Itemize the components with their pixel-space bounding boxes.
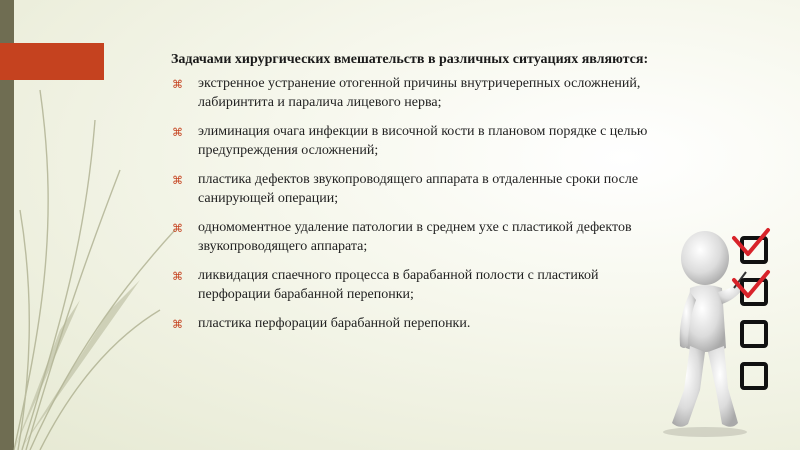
slide-heading: Задачами хирургических вмешательств в различных ситуациях являются: — [171, 52, 649, 67]
list-item-text: элиминация очага инфекции в височной кости в плановом порядке с целью предупреждения осложнений; — [198, 124, 648, 158]
checkbox-3 — [742, 322, 766, 346]
bullet-icon: ⌘ — [172, 78, 183, 91]
bullet-icon: ⌘ — [172, 174, 183, 187]
list-item — [171, 122, 661, 160]
bullet-icon: ⌘ — [172, 270, 183, 283]
list-item-text: пластика дефектов звукопроводящего аппарата в отдаленные сроки после санирующей операции; — [198, 172, 639, 206]
title-accent-tab — [0, 43, 104, 80]
list-item — [171, 218, 661, 256]
list-item-text: экстренное устранение отогенной причины внутричерепных осложнений, лабиринтита и паралича лицевого нерва; — [198, 76, 641, 110]
list-item — [171, 266, 661, 304]
slide-content — [171, 50, 661, 343]
bullet-icon: ⌘ — [172, 126, 183, 139]
list-item-text: пластика перфорации барабанной перепонки. — [198, 316, 471, 331]
checkmark-1-icon — [734, 230, 768, 254]
list-item — [171, 170, 661, 208]
list-item — [171, 314, 661, 333]
list-item — [171, 74, 661, 112]
bullet-icon: ⌘ — [172, 318, 183, 331]
task-list — [171, 74, 661, 333]
bullet-icon: ⌘ — [172, 222, 183, 235]
person-with-checklist-icon — [650, 218, 800, 438]
list-item-text: одномоментное удаление патологии в среднем ухе с пластикой дефектов звукопроводящего аппарата; — [198, 220, 632, 254]
checkbox-4 — [742, 364, 766, 388]
list-item-text: ликвидация спаечного процесса в барабанной полости с пластикой перфорации барабанной перепонки; — [198, 268, 599, 302]
